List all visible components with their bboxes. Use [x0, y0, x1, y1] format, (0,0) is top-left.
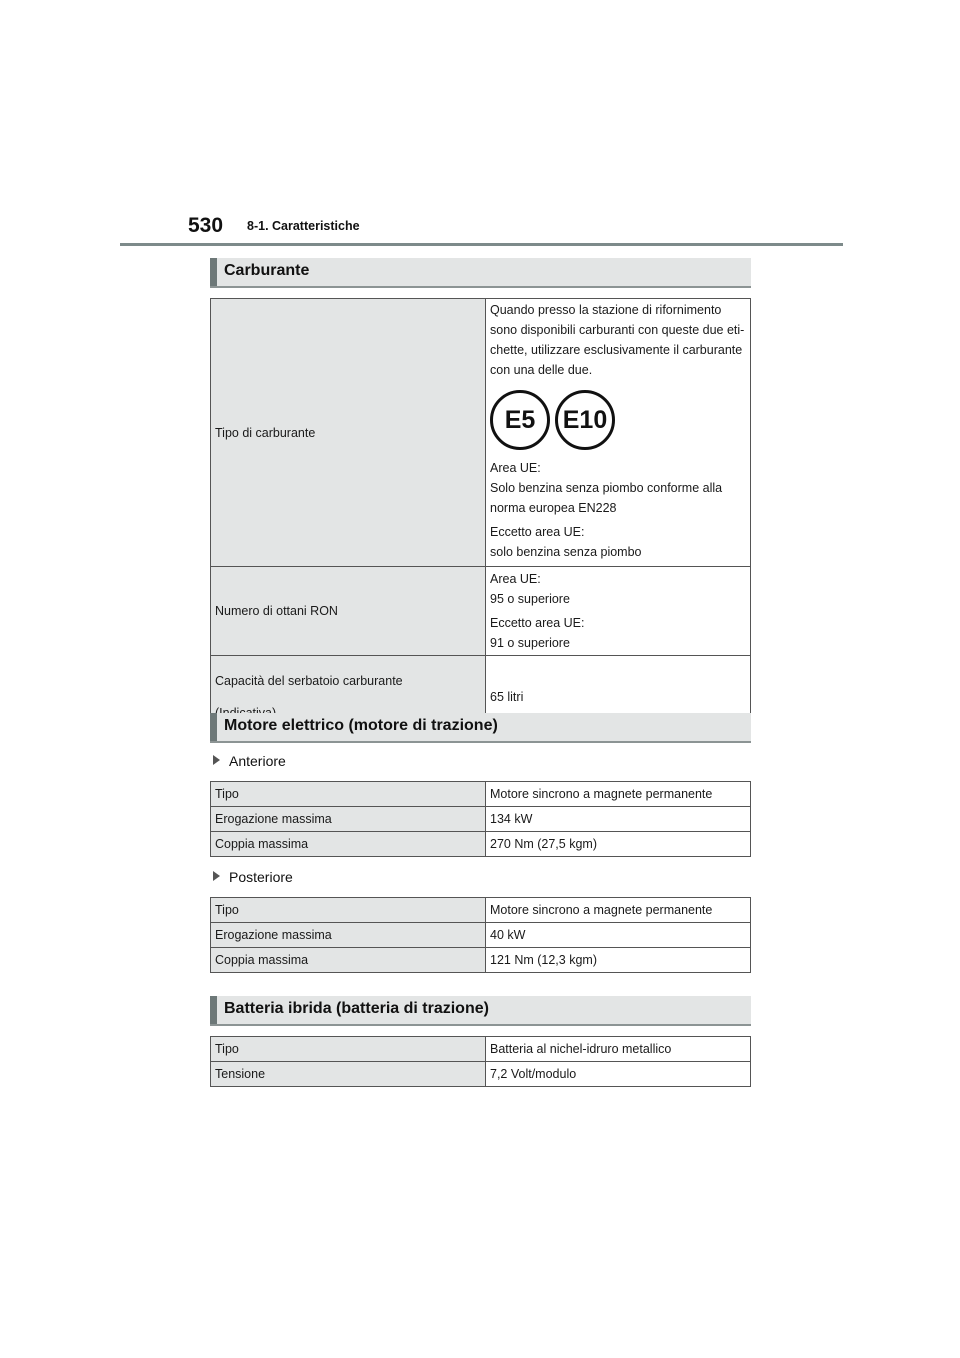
chapter-title: 8-1. Caratteristiche: [247, 219, 360, 233]
octane-eu-label: Area UE:: [490, 572, 541, 586]
section-title-motor: Motore elettrico (motore di trazione): [224, 717, 498, 734]
rear-torque-value: 121 Nm (12,3 kgm): [486, 948, 751, 973]
front-torque-label: Coppia massima: [211, 832, 486, 857]
battery-table: [210, 1036, 751, 1087]
fuel-type-value: [486, 299, 751, 567]
e5-fuel-label-icon: E5: [490, 390, 550, 450]
section-heading-bar: [210, 713, 217, 741]
octane-eu-value: 95 o superiore: [490, 592, 570, 606]
octane-non-eu-value: 91 o superiore: [490, 636, 570, 650]
section-title-battery: Batteria ibrida (batteria di trazione): [224, 1000, 489, 1017]
octane-non-eu-label: Eccetto area UE:: [490, 616, 585, 630]
fuel-intro-line-1: Quando presso la stazione di rifornimento: [490, 303, 722, 317]
rear-power-label: Erogazione massima: [211, 923, 486, 948]
fuel-intro-line-2: sono disponibili carburanti con queste due eti-: [490, 323, 745, 337]
front-torque-value: 270 Nm (27,5 kgm): [486, 832, 751, 857]
battery-voltage-label: Tensione: [211, 1062, 486, 1087]
front-motor-table: [210, 781, 751, 857]
section-heading-bar: [210, 996, 217, 1024]
section-title-fuel: Carburante: [224, 262, 310, 279]
section-heading-battery: [210, 996, 751, 1026]
table-row: [211, 1037, 751, 1062]
non-eu-area-label: Eccetto area UE:: [490, 525, 585, 539]
capacity-value: 65 litri: [486, 656, 751, 739]
fuel-intro-line-4: con una delle due.: [490, 363, 593, 377]
table-row: [211, 898, 751, 923]
octane-value: [486, 567, 751, 656]
table-row: [211, 807, 751, 832]
fuel-intro-line-3: chette, utilizzare esclusivamente il carburante: [490, 343, 743, 357]
fuel-type-label: Tipo di carburante: [211, 299, 486, 567]
non-eu-area-text: solo benzina senza piombo: [490, 545, 642, 559]
e10-fuel-label-icon: E10: [555, 390, 615, 450]
section-heading-motor: [210, 713, 751, 743]
table-row: [211, 948, 751, 973]
eu-area-text-1: Solo benzina senza piombo conforme alla: [490, 481, 723, 495]
rear-power-value: 40 kW: [486, 923, 751, 948]
arrow-right-icon: [213, 871, 220, 881]
eu-area-text-2: norma europea EN228: [490, 501, 617, 515]
subheading-rear-label: Posteriore: [229, 869, 293, 885]
rear-type-label: Tipo: [211, 898, 486, 923]
octane-label: Numero di ottani RON: [211, 567, 486, 656]
table-row: [211, 1062, 751, 1087]
section-heading-fuel: [210, 258, 751, 288]
battery-type-label: Tipo: [211, 1037, 486, 1062]
arrow-right-icon: [213, 755, 220, 765]
rear-type-value: Motore sincrono a magnete permanente: [486, 898, 751, 923]
front-power-value: 134 kW: [486, 807, 751, 832]
fuel-spec-table: [210, 298, 751, 739]
front-power-label: Erogazione massima: [211, 807, 486, 832]
section-heading-bar: [210, 258, 217, 286]
subheading-front-label: Anteriore: [229, 753, 286, 769]
header-divider: [120, 243, 843, 246]
capacity-label-line-1: Capacità del serbatoio carburante: [215, 673, 403, 688]
front-type-value: Motore sincrono a magnete permanente: [486, 782, 751, 807]
table-row-fuel-type: [211, 299, 751, 567]
page-number: 530: [188, 214, 224, 237]
front-type-label: Tipo: [211, 782, 486, 807]
rear-motor-table: [210, 897, 751, 973]
table-row-octane: [211, 567, 751, 656]
eu-area-label: Area UE:: [490, 461, 541, 475]
battery-type-value: Batteria al nichel-idruro metallico: [486, 1037, 751, 1062]
fuel-labels: [490, 390, 746, 450]
rear-torque-label: Coppia massima: [211, 948, 486, 973]
table-row: [211, 923, 751, 948]
subheading-front: [213, 753, 286, 769]
table-row: [211, 832, 751, 857]
subheading-rear: [213, 869, 293, 885]
battery-voltage-value: 7,2 Volt/modulo: [486, 1062, 751, 1087]
table-row: [211, 782, 751, 807]
